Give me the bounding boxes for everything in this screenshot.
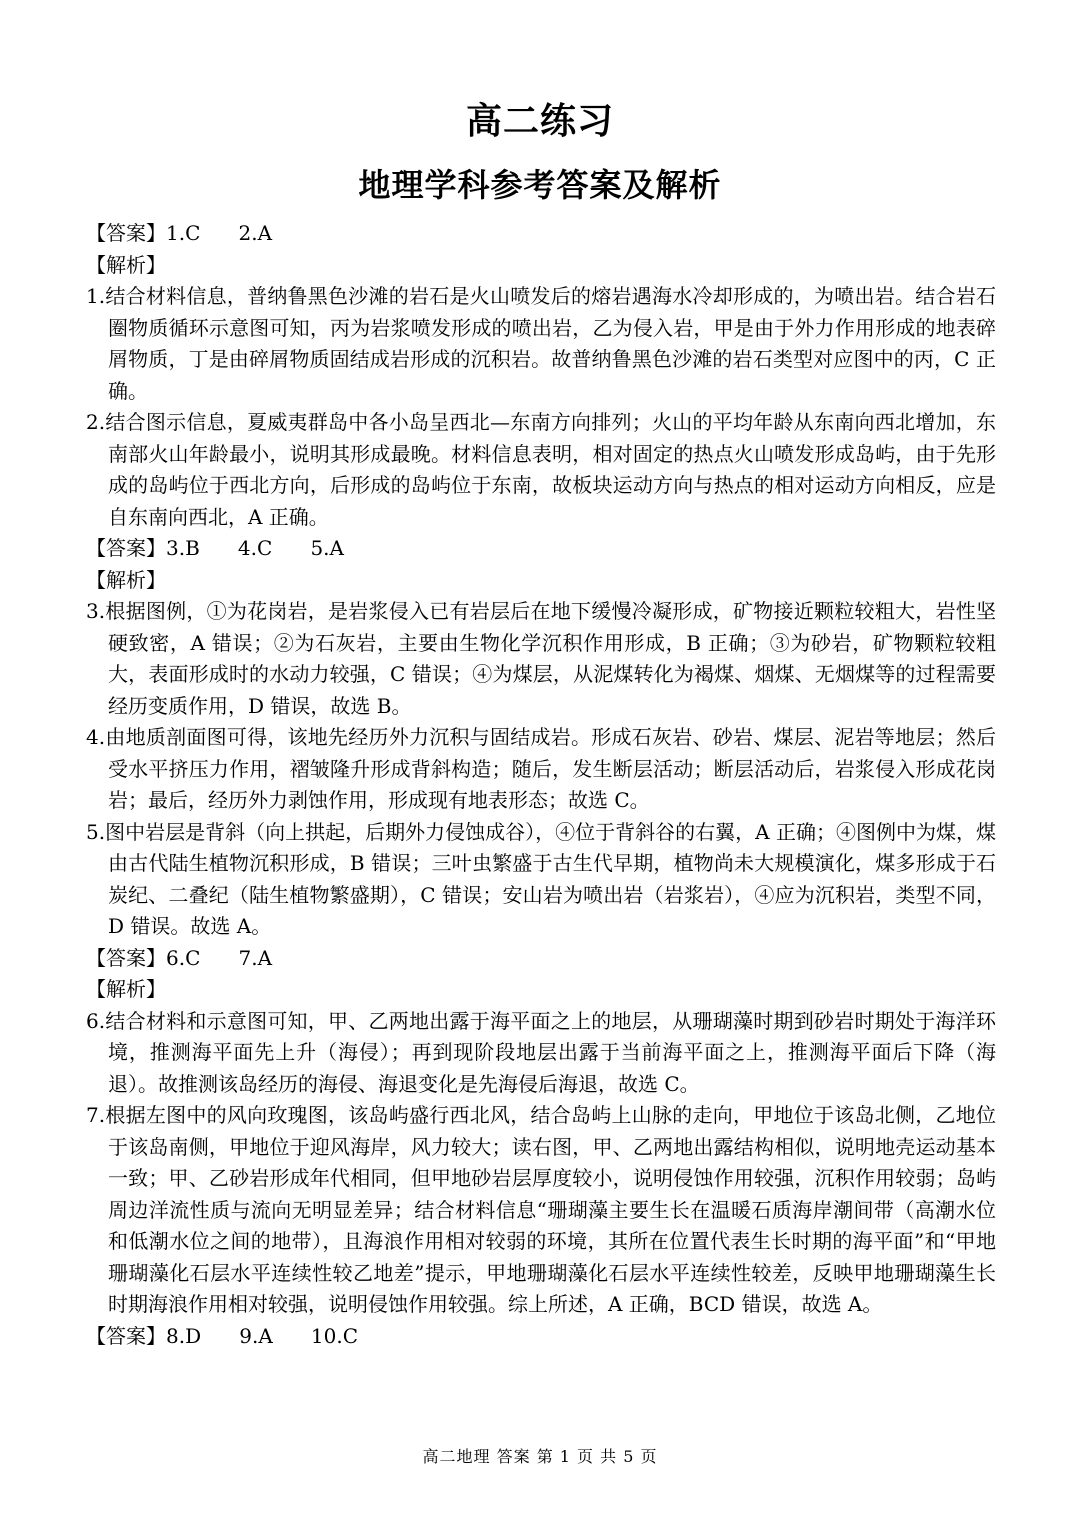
explain-label: 【解析】 <box>86 252 166 277</box>
explain-item: 6.结合材料和示意图可知，甲、乙两地出露于海平面之上的地层，从珊瑚藻时期到砂岩时期处于海洋环境，推测海平面先上升（海侵）；再到现阶段地层出露于当前海平面之上，推测海平面后下降（海退）。故推测该岛经历的海侵、海退变化是先海侵后海退，故选 C。 <box>86 1008 996 1096</box>
answer-line: 【答案】6.C 7.A <box>86 945 273 970</box>
explain-item: 4.由地质剖面图可得，该地先经历外力沉积与固结成岩。形成石灰岩、砂岩、煤层、泥岩等地层；然后受水平挤压力作用，褶皱隆升形成背斜构造；随后，发生断层活动；断层活动后，岩浆侵入形成花岗岩；最后，经历外力剥蚀作用，形成现有地表形态；故选 C。 <box>86 725 996 812</box>
explain-item: 1.结合材料信息，普纳鲁黑色沙滩的岩石是火山喷发后的熔岩遇海水冷却形成的，为喷出岩。结合岩石圈物质循环示意图可知，丙为岩浆喷发形成的喷出岩，乙为侵入岩，甲是由于外力作用形成的地表碎屑物质，丁是由碎屑物质固结成岩形成的沉积岩。故普纳鲁黑色沙滩的岩石类型对应图中的丙，C 正确。 <box>86 284 996 403</box>
answer-line: 【答案】3.B 4.C 5.A <box>86 536 344 560</box>
answer-body <box>86 218 996 1352</box>
explain-label: 【解析】 <box>86 567 166 592</box>
answer-line: 【答案】1.C 2.A <box>86 221 273 245</box>
explain-label: 【解析】 <box>86 977 166 1001</box>
explain-item: 2.结合图示信息，夏威夷群岛中各小岛呈西北—东南方向排列；火山的平均年龄从东南向西北增加，东南部火山年龄最小，说明其形成最晚。材料信息表明，相对固定的热点火山喷发形成岛屿，由于先形成的岛屿位于西北方向，后形成的岛屿位于东南，故板块运动方向与热点的相对运动方向相反，应是自东南向西北，A 正确。 <box>86 410 996 529</box>
explain-item: 7.根据左图中的风向玫瑰图，该岛屿盛行西北风，结合岛屿上山脉的走向，甲地位于该岛北侧，乙地位于该岛南侧，甲地位于迎风海岸，风力较大；读右图，甲、乙两地出露结构相似，说明地壳运动基本一致；甲、乙砂岩形成年代相同，但甲地砂岩层厚度较小，说明侵蚀作用较强，沉积作用较弱；岛屿周边洋流性质与流向无明显差异；结合材料信息“珊瑚藻主要生长在温暖石质海岸潮间带（高潮水位和低潮水位之间的地带），且海浪作用相对较弱的环境，其所在位置代表生长时期的海平面”和“甲地珊瑚藻化石层水平连续性较乙地差”提示，甲地珊瑚藻化石层水平连续性较差，反映甲地珊瑚藻生长时期海浪作用相对较强，说明侵蚀作用较强。综上所述，A 正确，BCD 错误，故选 A。 <box>86 1103 996 1316</box>
page-subtitle: 地理学科参考答案及解析 <box>358 166 722 204</box>
explain-item: 3.根据图例，①为花岗岩，是岩浆侵入已有岩层后在地下缓慢冷凝形成，矿物接近颗粒较粗大，岩性坚硬致密，A 错误；②为石灰岩，主要由生物化学沉积作用形成，B 正确；③为砂岩，矿物颗粒较粗大，表面形成时的水动力较强，C 错误；④为煤层，从泥煤转化为褐煤、烟煤、无烟煤等的过程需要经历变质作用，D 错误，故选 B。 <box>86 599 996 718</box>
answer-line: 【答案】8.D 9.A 10.C <box>86 1323 359 1348</box>
explain-item: 5.图中岩层是背斜（向上拱起，后期外力侵蚀成谷），④位于背斜谷的右翼，A 正确；④图例中为煤，煤由古代陆生植物沉积形成，B 错误；三叶虫繁盛于古生代早期，植物尚未大规模演化，煤多形成于石炭纪、二叠纪（陆生植物繁盛期），C 错误；安山岩为喷出岩（岩浆岩），④应为沉积岩，类型不同，D 错误。故选 A。 <box>86 819 996 938</box>
page-footer: 高二地理 答案 第 1 页 共 5 页 <box>422 1447 658 1466</box>
page-title: 高二练习 <box>465 100 614 142</box>
